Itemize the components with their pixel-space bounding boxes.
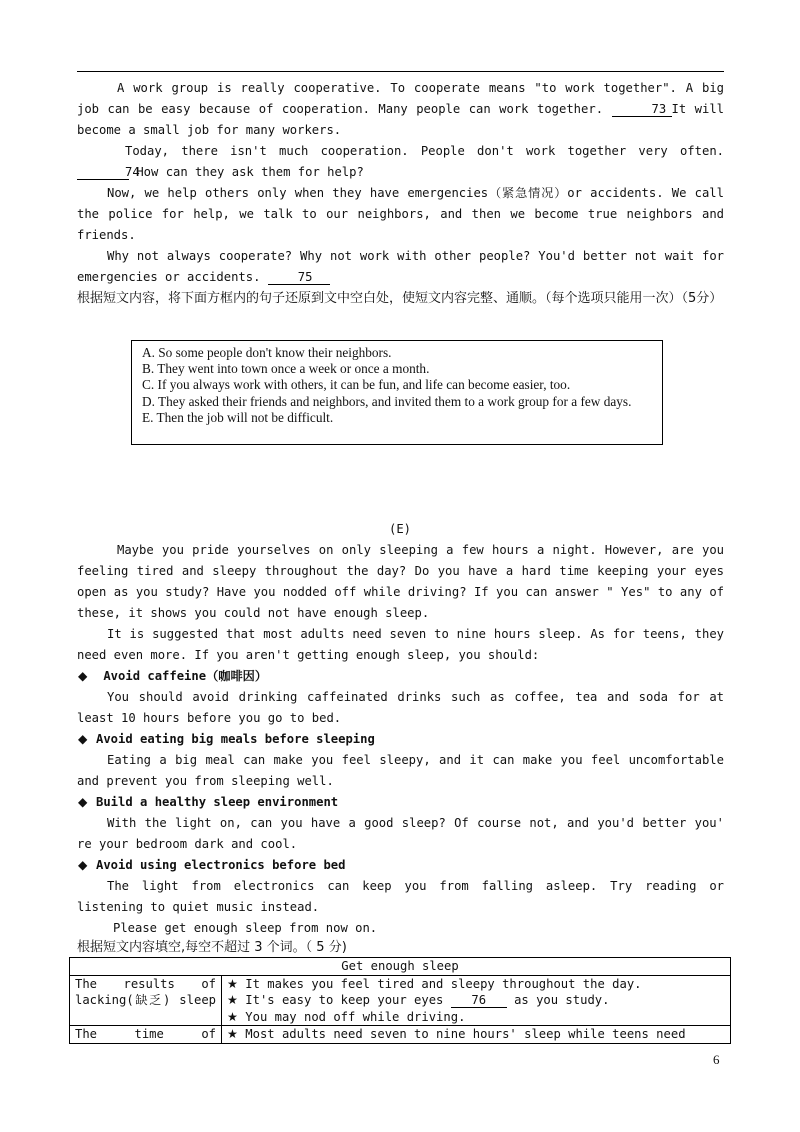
text-avoid-electronics: The light from electronics can keep you from falling asleep. Try reading or listening to quiet music instead. [77,879,724,914]
star-icon: ★ [227,1009,238,1024]
passage-d-paragraph-4: Why not always cooperate? Why not work with other people? You'd better not wait for emergencies or accidents. 75 [77,249,724,284]
option-b: B. They went into town once a week or once a month. [142,361,430,377]
star-icon: ★ [227,1027,238,1041]
row-label-time: The time of [70,1026,222,1044]
section-e-title: (E) [388,522,411,536]
options-box [131,340,663,445]
diamond-bullet-icon: ◆ [78,858,88,872]
option-a: A. So some people don't know their neighbors. [142,345,392,360]
blank-75: 75 [268,270,330,285]
list-item: ★ It's easy to keep your eyes 76 as you study. [227,993,610,1007]
heading-avoid-big-meals: ◆ Avoid eating big meals before sleeping [78,729,375,750]
diamond-bullet-icon: ◆ [78,732,88,746]
closing-line: Please get enough sleep from now on. [113,921,378,935]
text-avoid-caffeine: You should avoid drinking caffeinated drinks such as coffee, tea and soda for at least 10 hours before you go to bed. [77,690,724,725]
passage-d-paragraph-1: A work group is really cooperative. To cooperate means "to work together". A big job can be easy because of cooperation. Many people can work together. 73 It will become a small job for many workers. [77,81,724,137]
header-rule [77,71,724,72]
text-sleep-environment: With the light on, can you have a good sleep? Of course not, and you'd better you' re your bedroom dark and cool. [77,816,724,851]
diamond-bullet-icon: ◆ [78,795,88,809]
passage-e-paragraph-2: It is suggested that most adults need seven to nine hours sleep. As for teens, they need even more. If you aren't getting enough sleep, you should: [77,627,724,662]
table-row [70,975,731,1026]
blank-74: 74 [77,165,129,180]
blank-76: 76 [451,993,507,1008]
passage-d-instruction: 根据短文内容，将下面方框内的句子还原到文中空白处，使短文内容完整、通顺。（每个选项只能用一次）（5分） [77,291,723,306]
list-item: ★ It makes you feel tired and sleepy throughout the day. [227,976,642,991]
table-row [70,1026,731,1044]
heading-avoid-electronics: ◆ Avoid using electronics before bed [78,855,345,876]
passage-d-paragraph-2: Today, there isn't much cooperation. People don't work together very often. 74 How can they ask them for help? [77,141,724,183]
list-item: ★ You may nod off while driving. [227,1009,466,1024]
passage-e-instruction: 根据短文内容填空,每空不超过 3 个词。（ 5 分) [77,940,347,955]
row-content-results [222,975,731,1026]
diamond-bullet-icon: ◆ [78,669,88,683]
page-number: 6 [713,1052,720,1067]
table-row [70,958,731,976]
passage-e-intro: Maybe you pride yourselves on only sleeping a few hours a night. However, are you feeling tired and sleepy throughout the day? Do you have a hard time keeping your eyes open as you study? Have you nodded off while driving? If you can answer " Yes" to any of these, it shows you could not have enough sleep. [77,543,724,620]
option-e: E. Then the job will not be difficult. [142,409,334,425]
row-content-time: ★ Most adults need seven to nine hours' sleep while teens need [222,1026,731,1044]
heading-sleep-environment: ◆ Build a healthy sleep environment [78,792,338,813]
summary-table [69,957,731,1044]
heading-avoid-caffeine: ◆ Avoid caffeine（咖啡因） [78,666,267,687]
text-avoid-big-meals: Eating a big meal can make you feel sleepy, and it can make you feel uncomfortable and prevent you from sleeping well. [77,753,724,788]
table-title: Get enough sleep [70,958,731,976]
blank-73: 73 [612,102,672,117]
passage-d-paragraph-3: Now, we help others only when they have emergencies（紧急情况）or accidents. We call the police for help, we talk to our neighbors, and then we become true neighbors and friends. [77,186,724,242]
option-c: C. If you always work with others, it can be fun, and life can become easier, too. [142,377,571,393]
star-icon: ★ [227,993,238,1007]
star-icon: ★ [227,976,238,991]
row-label-results: The results of lacking(缺乏) sleep [70,975,222,1026]
option-d: D. They asked their friends and neighbors, and invited them to a work group for a few days. [142,393,632,409]
